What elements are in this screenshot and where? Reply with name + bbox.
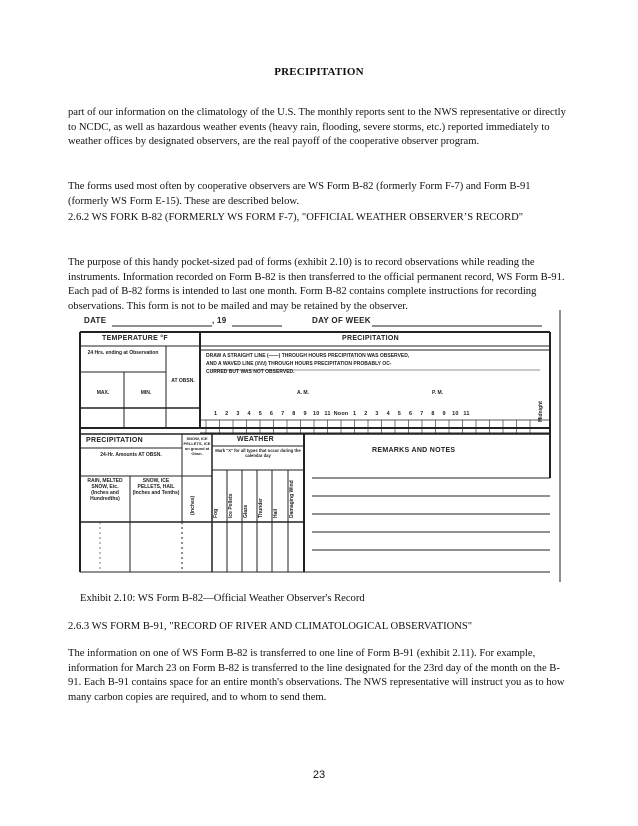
form-hour-label: 2 [364,411,368,417]
form-hour-label: 5 [397,411,402,417]
form-b82-image [72,310,562,585]
form-weather-type-label: Fog [213,508,219,518]
form-rain-label: RAIN, MELTED SNOW, Etc. (Inches and Hundredths) [87,478,123,502]
paragraph-b91: The information on one of WS Form B-82 is transferred to one line of Form B-91 (exhibit 2.11). For example, information for March 23 on Form B-82 is transferred to the line designated for the 23rd day of the month on the B-91. Each B-91 contains space for an entire month's observations. The NWS representative will instruct you as to how many carbon copies are required, and to whom to send them. [68,648,565,703]
form-remarks-label: REMARKS AND NOTES [372,447,456,454]
form-instruction-2: AND A WAVED LINE (\/\/\/) THROUGH HOURS PRECIPITATION PROBABLY OC- [206,361,392,367]
paragraph-b82-purpose: The purpose of this handy pocket-sized pad of forms (exhibit 2.10) is to record observations while reading the instruments. Information recorded on Form B-82 is then transferred to the official permanent record, WS Form B-91. Each pad of B-82 forms is intended to last one month. Form B-82 contains complete instructions for recording observations. This form is not to be mailed and may be retained by the observer. [68,257,565,312]
form-hour-label: 5 [258,411,262,417]
form-day-of-week-label: DAY OF WEEK [312,316,371,325]
form-weather-type-label: Ice Pellets [228,493,234,518]
form-snow2-label: SNOW, ICE PELLETS, HAIL (Inches and Tenths) [132,478,180,496]
form-precip2-sub: 24-Hr. Amounts AT OBSN. [100,452,162,458]
form-hour-label: 6 [269,411,274,417]
form-temp-sub: 24 Hrs. ending at Observation [87,350,159,356]
form-instruction-3: CURRED BUT WAS NOT OBSERVED. [206,369,295,375]
form-hour-label: 1 [213,411,218,417]
form-hours-row [210,411,472,417]
form-hour-label: 7 [420,411,424,417]
section-heading-2-6-3: 2.6.3 WS FORM B-91, "RECORD OF RIVER AND CLIMATOLOGICAL OBSERVATIONS" [68,621,473,632]
paragraph-forms: The forms used most often by cooperative observers are WS Form B-82 (formerly Form F-7) and Form B-91 (formerly WS Form E-15). These are described below. [68,181,531,207]
paragraph-intro: part of our information on the climatology of the U.S. The monthly reports sent to the NWS representative or directly to NCDC, as well as hazardous weather events (heavy rain, flooding, severe storms, etc.) reported immediately to weather offices by designated observers, are the real payoff of the cooperative observer program. [68,107,566,147]
form-precip-label: PRECIPITATION [342,335,399,342]
form-hour-label: 10 [313,411,320,417]
page-title: PRECIPITATION [274,66,364,78]
form-hour-label: 3 [375,411,379,417]
form-weather-label: WEATHER [237,436,274,443]
form-at-obsn-label: AT OBSN. [171,378,195,384]
form-hour-label: 4 [247,411,251,417]
form-precip2-label: PRECIPITATION [86,437,143,444]
form-hour-label: 1 [353,411,357,417]
form-hour-label: 6 [408,411,413,417]
section-heading-2-6-2: 2.6.2 WS FORK B-82 (FORMERLY WS FORM F-7), "OFFICIAL WEATHER OBSERVER’S RECORD" [68,212,524,223]
form-year-label: , 19 [212,316,227,325]
form-am-label: A. M. [297,390,309,396]
form-max-label: MAX. [96,390,110,396]
form-hour-label: Noon [333,411,349,417]
form-instruction-1: DRAW A STRAIGHT LINE (——) THROUGH HOURS PRECIPITATION WAS OBSERVED, [206,353,410,359]
form-weather-type-label: Glaze [243,504,249,518]
form-temperature-label: TEMPERATURE °F [102,335,168,342]
form-hour-label: 11 [324,411,331,417]
form-pm-label: P. M. [432,390,444,396]
form-weather-sub: Mark "X" for all types that occur during the calendar day [215,448,301,458]
form-min-label: MIN. [140,390,152,396]
form-hour-label: 8 [292,411,296,417]
form-hour-label: 11 [463,411,470,417]
form-inches-label: (Inches) [190,495,196,515]
form-hour-label: 2 [225,411,229,417]
form-hour-label: 4 [386,411,390,417]
form-hour-label: 10 [452,411,459,417]
form-hour-label: 7 [281,411,285,417]
form-hour-label: 9 [303,411,307,417]
form-hour-label: 3 [236,411,240,417]
exhibit-caption: Exhibit 2.10: WS Form B-82—Official Weather Observer's Record [80,593,365,604]
form-midnight-label: Midnight [538,401,544,422]
form-date-label: DATE [84,316,107,325]
page-number: 23 [312,769,326,781]
form-hour-label: 8 [431,411,435,417]
form-hour-label: 9 [442,411,446,417]
form-weather-type-label: Hail [273,508,279,518]
form-snow-col: SNOW, ICE PELLETS, ICE on ground at Obsn. [183,436,211,456]
form-weather-type-label: Thunder [258,498,264,518]
form-weather-type-label: Damaging Wind [289,480,295,518]
